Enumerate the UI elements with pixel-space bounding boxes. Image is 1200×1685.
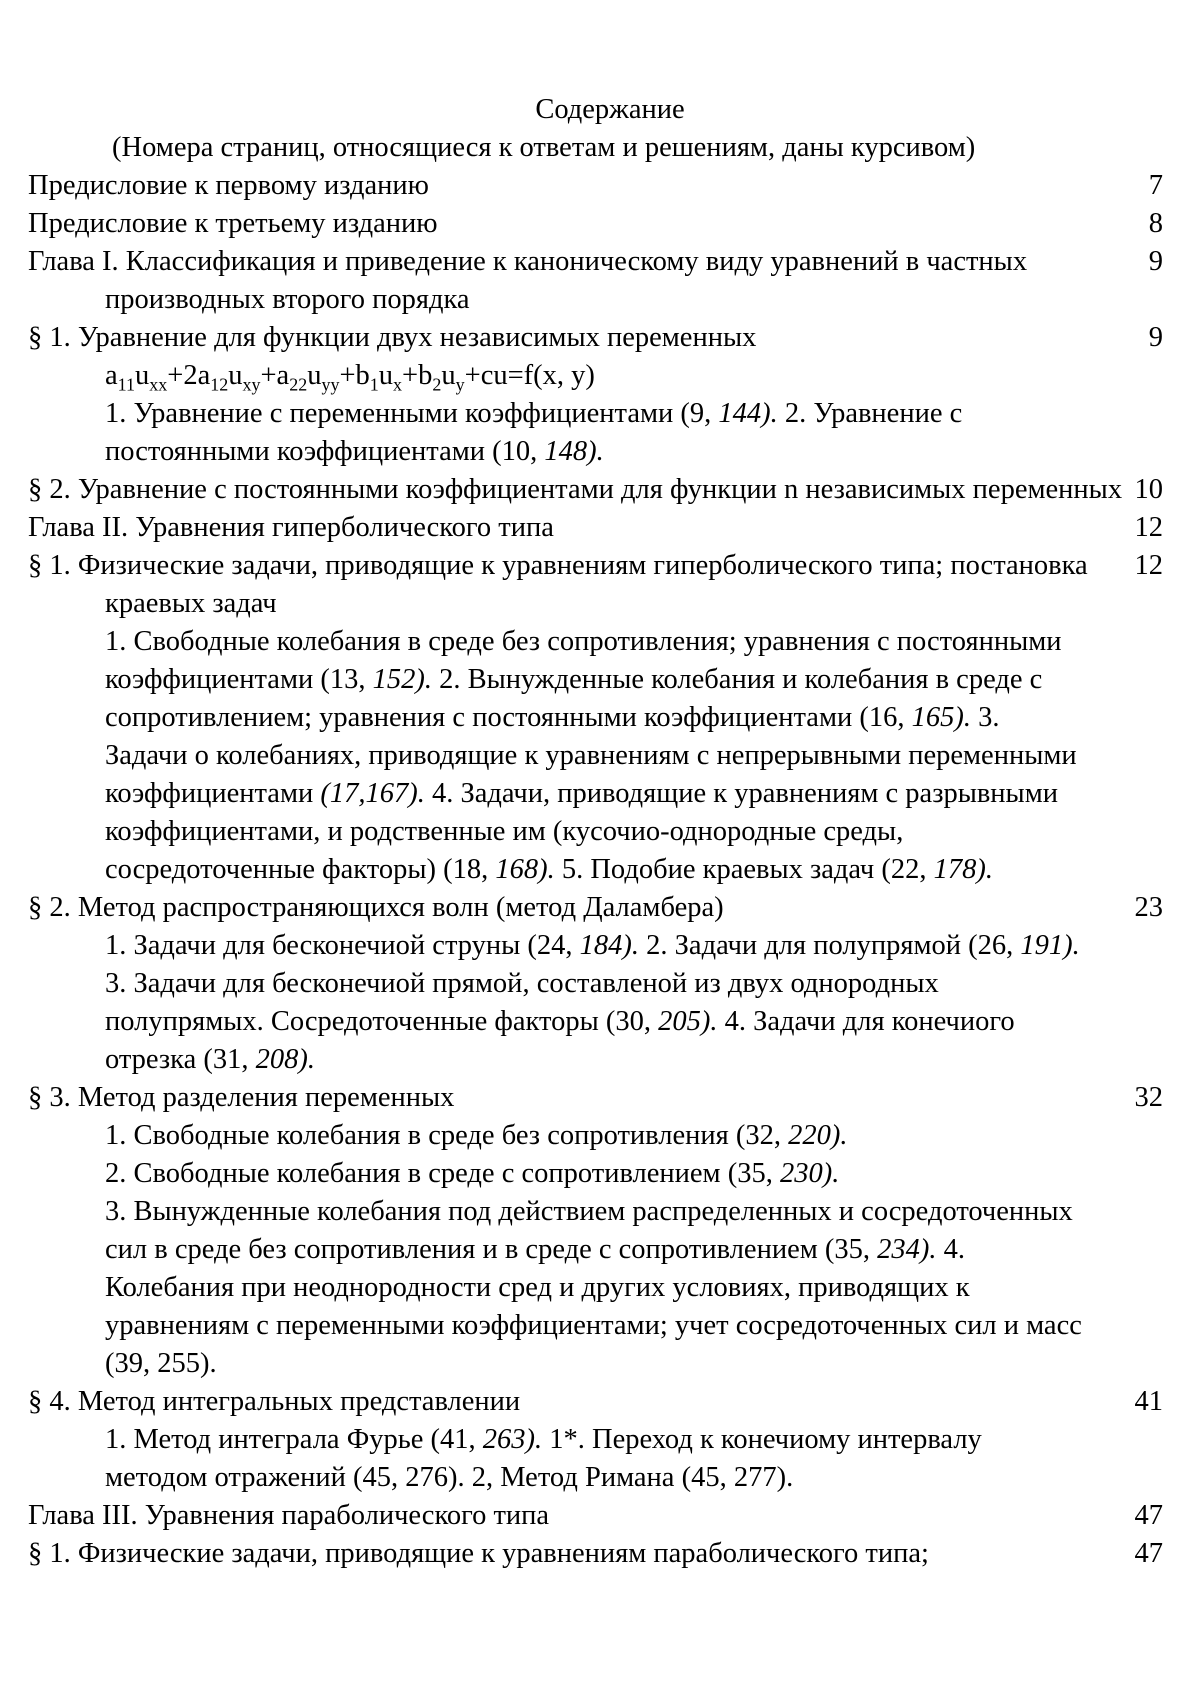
page-subtitle: (Номера страниц, относящиеся к ответам и решениям, даны курсивом) [112,132,976,163]
toc-entry-label: § 3. Метод разделения переменных [28,1082,455,1113]
toc-entry-page: 47 [1134,1538,1163,1569]
formula-part: +b [339,360,370,391]
formula-part: a [105,360,118,391]
formula-part: u [441,360,456,391]
page-title: Содержание [535,94,685,125]
desc-answer-page: 205). [658,1006,718,1037]
formula-part: +cu=f(x, y) [464,360,595,391]
desc-text: 2. Свободные колебания в среде с сопротивлением (35, [105,1158,780,1189]
toc-entry-label: § 1. Физические задачи, приводящие к уравнениям гиперболического типа; постановка краевых задач [28,550,1088,619]
toc-description-ch2-section-4 [105,1421,1085,1497]
desc-answer-page: 234). [877,1234,937,1265]
desc-text: 1. Свободные колебания в среде без сопротивления; уравнения с постоянными коэффициентами (13, [105,626,1062,695]
desc-answer-page: 263). [482,1424,543,1455]
toc-description-ch2-section-3-item-1 [105,1117,1085,1155]
toc-entry-ch3-section-1 [28,1535,1163,1573]
formula-subscript: 22 [289,374,308,395]
toc-entry-page: 12 [1134,512,1163,543]
formula-subscript: 2 [432,374,442,395]
formula-subscript: x [393,374,403,395]
desc-answer-page: 230). [779,1158,840,1189]
toc-entry-page: 41 [1134,1386,1163,1417]
toc-description-ch2-section-2 [105,927,1085,1079]
toc-entry-page: 10 [1134,474,1163,505]
desc-text: 5. Подобие краевых задач (22, [554,854,934,885]
desc-text: 2. Задачи для полупрямой (26, [639,930,1021,961]
desc-text: 4. Колебания при неоднородности сред и других условиях, приводящих к уравнениям с переменными коэффициентами; учет сосредоточенных сил и масс (39, 255). [105,1234,1082,1379]
desc-answer-page: 165). [911,702,971,733]
formula-subscript: xy [242,374,261,395]
formula-part: +b [402,360,433,391]
toc-entry-preface-third [28,205,1163,243]
toc-entry-ch2-section-2 [28,889,1163,927]
toc-entry-page: 9 [1148,322,1163,353]
desc-text: 1. Метод интеграла Фурье (41, [105,1424,483,1455]
toc-entry-page: 8 [1148,208,1163,239]
formula-part: u [228,360,243,391]
toc-entry-page: 23 [1134,892,1163,923]
desc-text: 3. Вынужденные колебания под действием распределенных и сосредоточенных сил в среде без сопротивления и в среде с сопротивлением (35, [105,1196,1073,1265]
desc-text: 2. Вынужденные колебания и колебания в среде с сопротивлением; уравнения с постоянными коэффициентами (16, [105,664,1043,733]
desc-text: 1*. Переход к конечиому интервалу методом отражений (45, 276). 2, Метод Римана (45, 277). [105,1424,982,1493]
formula-subscript: 11 [117,374,135,395]
formula-subscript: 1 [369,374,379,395]
toc-entry-page: 47 [1134,1500,1163,1531]
formula-subscript: yy [321,374,340,395]
desc-text: 1. Уравнение с переменными коэффициентами (9, [105,398,719,429]
toc-entry-ch1-section-2 [28,471,1163,509]
toc-entry-preface-first [28,167,1163,205]
desc-answer-page: 148). [544,436,604,467]
toc-entry-label: Предисловие к третьему изданию [28,208,438,239]
toc-entry-ch1-section-1 [28,319,1163,357]
toc-description-ch1-section-1 [105,395,1085,471]
toc-entry-label: § 1. Физические задачи, приводящие к уравнениям параболического типа; [28,1538,929,1569]
desc-answer-page: 178). [933,854,993,885]
desc-text: 4. Задачи, приводящие к уравнениям с разрывными коэффициентами, и родственные им (кусочио-однородные среды, сосредоточенные факторы) (18, [105,778,1058,885]
toc-entry-label: Глава II. Уравнения гиперболического типа [28,512,554,543]
toc-entry-label: § 2. Метод распространяющихся волн (метод Даламбера) [28,892,724,923]
formula-subscript: 12 [210,374,229,395]
toc-description-ch2-section-1 [105,623,1085,889]
desc-answer-page: 220). [788,1120,848,1151]
desc-answer-page: 144). [718,398,778,429]
toc-description-ch2-section-3-item-3 [105,1193,1085,1383]
formula-part: u [378,360,394,391]
formula-subscript: y [455,374,465,395]
toc-entry-ch2-section-4 [28,1383,1163,1421]
formula-part: u [135,360,150,391]
desc-text: 3. Задачи для бесконечиой прямой, составленой из двух однородных полупрямых. Сосредоточенные факторы (30, [105,968,939,1037]
toc-entry-page: 9 [1148,246,1163,277]
desc-text: 1. Свободные колебания в среде без сопротивления (32, [105,1120,789,1151]
desc-text: 1. Задачи для бесконечиой струны (24, [105,930,580,961]
toc-entry-page: 7 [1148,170,1163,201]
formula-part: +2a [167,360,211,391]
equation-formula [105,357,1200,395]
formula-subscript: xx [149,374,168,395]
toc-entry-label: § 2. Уравнение с постоянными коэффициентами для функции n независимых переменных [28,474,1123,505]
formula-part: u [307,360,322,391]
toc-entry-page: 12 [1134,550,1163,581]
desc-answer-page: 191). [1020,930,1080,961]
toc-entry-chapter-1 [28,243,1163,319]
toc-entry-chapter-2 [28,509,1163,547]
desc-answer-page: 152). [372,664,432,695]
toc-entry-label: § 4. Метод интегральных представлении [28,1386,521,1417]
toc-entry-page: 32 [1134,1082,1163,1113]
desc-answer-page: 184). [579,930,640,961]
table-of-contents [0,91,1200,1573]
desc-answer-page: 208). [255,1044,315,1075]
toc-entry-ch2-section-1 [28,547,1163,623]
desc-answer-page: (17,167). [320,778,425,809]
toc-entry-label: § 1. Уравнение для функции двух независимых переменных [28,322,757,353]
formula-part: +a [260,360,290,391]
desc-text: 2. Уравнение с постоянными коэффициентами (10, [105,398,963,467]
toc-entry-label: Предисловие к первому изданию [28,170,429,201]
toc-entry-ch2-section-3 [28,1079,1163,1117]
toc-entry-label: Глава I. Классификация и приведение к каноническому виду уравнений в частных производных второго порядка [28,246,1028,315]
desc-answer-page: 168). [495,854,555,885]
desc-text: 3. Задачи о колебаниях, приводящие к уравнениям с непрерывными переменными коэффициентами [105,702,1077,809]
toc-entry-chapter-3 [28,1497,1163,1535]
desc-text: 4. Задачи для конечиого отрезка (31, [105,1006,1015,1075]
toc-entry-label: Глава III. Уравнения параболического типа [28,1500,550,1531]
toc-description-ch2-section-3-item-2 [105,1155,1085,1193]
